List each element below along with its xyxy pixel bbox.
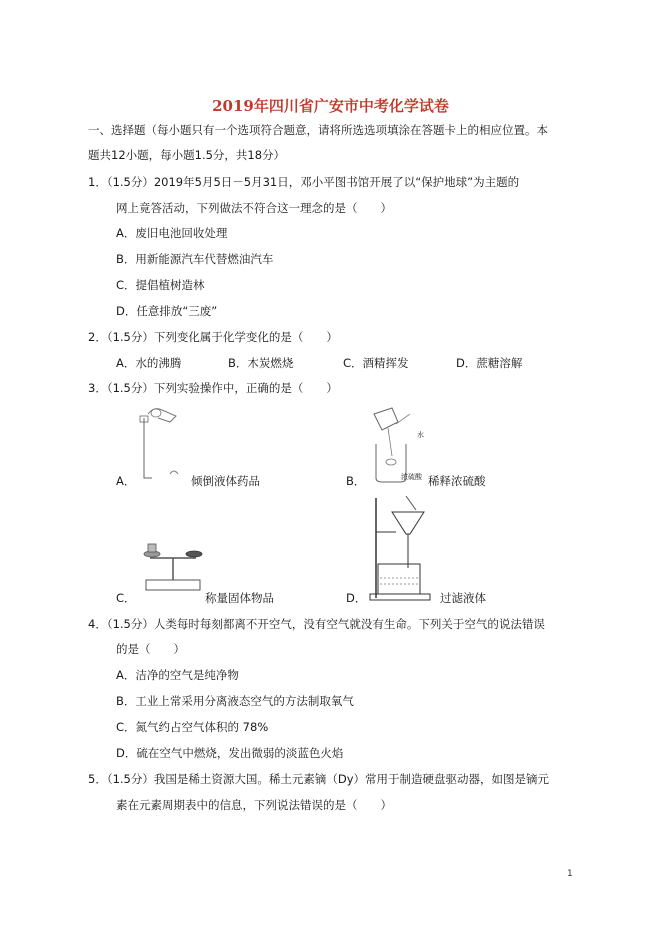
q3-option-c-caption: 称量固体物品 xyxy=(205,591,274,605)
q4-option-c: C．氮气约占空气体积的 78% xyxy=(116,720,269,734)
q4-stem-line2: 的是（ ） xyxy=(116,642,185,656)
q2-stem: 2．（1.5分）下列变化属于化学变化的是（ ） xyxy=(88,330,338,344)
q4-stem-line1: 4．（1.5分）人类每时每刻都离不开空气，没有空气就没有生命。下列关于空气的说法错误 xyxy=(88,617,545,631)
page-number: 1 xyxy=(567,869,573,879)
q3-option-a-letter: A． xyxy=(116,474,136,488)
q3-stem: 3．（1.5分）下列实验操作中，正确的是（ ） xyxy=(88,381,338,395)
section-heading-line1: 一、选择题（每小题只有一个选项符合题意，请将所选选项填涂在答题卡上的相应位置。本 xyxy=(88,123,548,137)
q2-option-d: D．蔗糖溶解 xyxy=(456,356,523,370)
q1-option-b: B．用新能源汽车代替燃油汽车 xyxy=(116,252,274,266)
pouring-liquid-figure xyxy=(130,404,190,484)
q5-stem-line1: 5．（1.5分）我国是稀土资源大国。稀土元素镝（Dy）常用于制造硬盘驱动器，如图是镝元 xyxy=(88,772,550,786)
q3-option-d-letter: D． xyxy=(346,591,367,605)
q4-option-a: A．洁净的空气是纯净物 xyxy=(116,668,239,682)
q5-stem-line2: 素在元素周期表中的信息，下列说法错误的是（ ） xyxy=(116,798,392,812)
q1-stem-line2: 网上竟答活动，下列做法不符合这一理念的是（ ） xyxy=(116,201,392,215)
filtration-figure xyxy=(366,494,436,604)
q4-option-d: D．硫在空气中燃烧，发出微弱的淡蓝色火焰 xyxy=(116,746,344,760)
q3-option-b-caption: 稀释浓硫酸 xyxy=(428,474,486,488)
q1-option-a: A．废旧电池回收处理 xyxy=(116,226,228,240)
q2-option-c: C．酒精挥发 xyxy=(343,356,409,370)
q1-option-c: C．提倡植树造林 xyxy=(116,278,205,292)
q2-option-a: A．水的沸腾 xyxy=(116,356,182,370)
q3-option-a-caption: 倾倒液体药品 xyxy=(191,474,260,488)
q3-option-c-letter: C． xyxy=(116,591,136,605)
q3-option-d-caption: 过滤液体 xyxy=(440,591,486,605)
water-tag: 水 xyxy=(417,431,424,439)
q3-option-b-letter: B． xyxy=(346,474,366,488)
exam-title: 2019年四川省广安市中考化学试卷 xyxy=(212,97,449,115)
q4-option-b: B．工业上常采用分离液态空气的方法制取氧气 xyxy=(116,694,354,708)
q1-option-d: D．任意排放“三废” xyxy=(116,304,218,318)
q2-option-b: B．木炭燃烧 xyxy=(228,356,294,370)
q1-stem-line1: 1．（1.5分）2019年5月5日－5月31日，邓小平图书馆开展了以“保护地球”为主题的 xyxy=(88,175,520,189)
acid-tag: 浓硫酸 xyxy=(401,473,422,481)
balance-figure xyxy=(138,540,208,595)
section-heading-line2: 题共12小题，每小题1.5分，共18分） xyxy=(88,148,286,162)
